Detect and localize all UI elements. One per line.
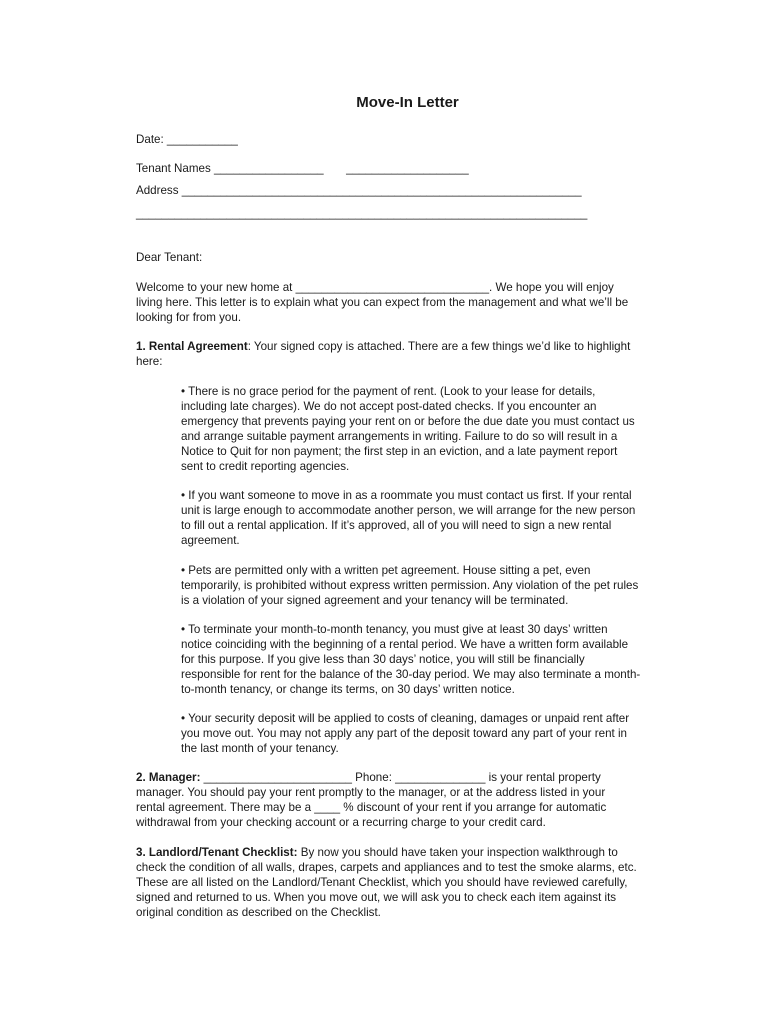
bullet-roommate: • If you want someone to move in as a roommate you must contact us first. If your rental unit is large enough to accommodate another person, we will arrange for the new person to fill out a rental application. If it’s approved, all of you will need to sign a new rental agreement.	[181, 489, 636, 547]
section-checklist	[136, 846, 696, 921]
section-heading: 3. Landlord/Tenant Checklist:	[136, 846, 298, 859]
tenant-names-field: Tenant Names _________________ ___________________	[136, 162, 469, 175]
date-field: Date: ___________	[136, 133, 238, 146]
document-title: Move-In Letter	[356, 94, 459, 111]
section-manager	[136, 771, 696, 831]
salutation: Dear Tenant:	[136, 251, 203, 264]
bullet-pets: • Pets are permitted only with a written pet agreement. House sitting a pet, even temporarily, is prohibited without express written permission. Any violation of the pet rules is a violation of your signed agreement and your tenancy will be terminated.	[181, 564, 639, 607]
section-rental-agreement	[136, 340, 696, 370]
section-heading: 1. Rental Agreement	[136, 340, 248, 353]
address-field-line-2: ______________________________________________________________________	[136, 207, 588, 220]
section-text: _______________________ Phone: ______________ is your rental property manager. You should pay your rent promptly to the manager, or at the address listed in your rental agreement. There may be a ____ % discount of your rent if you arrange for automatic withdrawal from your checking account or a recurring charge to your credit card.	[136, 771, 607, 829]
bullet-termination: • To terminate your month-to-month tenancy, you must give at least 30 days’ written notice coinciding with the beginning of a rental period. We have a written form available for this purpose. If you give less than 30 days’ notice, you will still be financially responsible for rent for the balance of the 30-day period. We may also terminate a month- to-month tenancy, or change its terms, on 30 days’ written notice.	[181, 623, 641, 696]
intro-paragraph: Welcome to your new home at ______________________________. We hope you will enjoy living here. This letter is to explain what you can expect from the management and what we’ll be looking for from you.	[136, 281, 629, 324]
bullet-security-deposit: • Your security deposit will be applied to costs of cleaning, damages or unpaid rent after you move out. You may not apply any part of the deposit toward any part of your rent in the last month of your tenancy.	[181, 712, 630, 755]
section-text: : Your signed copy is attached. There are a few things we’d like to highlight here:	[136, 340, 631, 368]
section-text: By now you should have taken your inspection walkthrough to check the condition of all walls, drapes, carpets and appliances and to test the smoke alarms, etc. These are all listed on the Landlord/Tenant Checklist, which you should have reviewed carefully, signed and returned to us. When you move out, we will ask you to check each item against its original condition as described on the Checklist.	[136, 846, 637, 919]
section-heading: 2. Manager:	[136, 771, 201, 784]
bullet-grace-period: • There is no grace period for the payment of rent. (Look to your lease for details, including late charges). We do not accept post-dated checks. If you encounter an emergency that prevents paying your rent on or before the due date you must contact us and arrange suitable payment arrangements in writing. Failure to do so will result in a Notice to Quit for non payment; the first step in an eviction, and a late payment report sent to credit reporting agencies.	[181, 385, 635, 473]
address-field-line-1: Address ______________________________________________________________	[136, 184, 582, 197]
